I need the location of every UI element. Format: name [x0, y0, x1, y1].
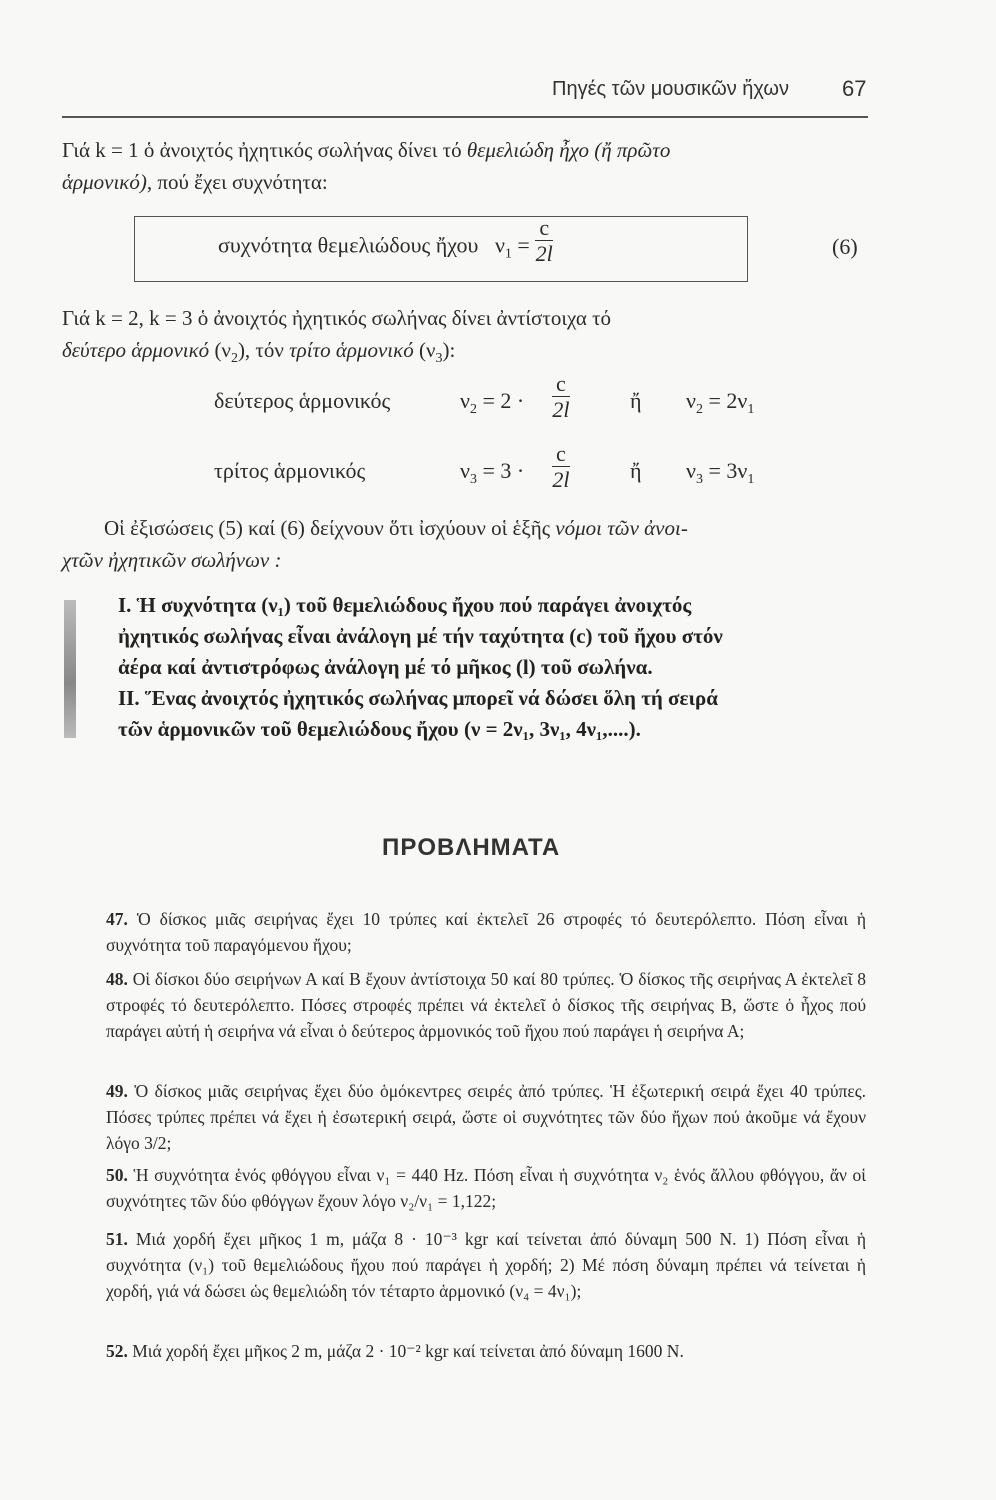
h2-den: 2l — [552, 397, 570, 422]
intro-line-2 — [62, 166, 868, 198]
law-1-line-3: ἀέρα καί ἀντιστρόφως ἀνάλογη μέ τό μῆκος (l) τοῦ σωλήνα. — [118, 655, 653, 679]
h3-factor: 3 — [500, 458, 512, 483]
formula-label: συχνότητα θεμελιώδους ἤχου — [218, 232, 479, 258]
problem-number: 52. — [106, 1341, 128, 1361]
h2-factor: 2 — [500, 388, 512, 413]
equation-number: (6) — [832, 234, 858, 259]
h3-alt-rhs: 3ν — [726, 458, 748, 483]
h3-num: c — [552, 442, 570, 467]
para2-line-1: Γιά k = 2, k = 3 ὁ ἀνοιχτός ἠχητικός σωλήνας δίνει ἀντίστοιχα τό — [62, 306, 612, 330]
law-1-line-1: I. Ἡ συχνότητα (ν₁) τοῦ θεμελιώδους ἤχου πού παράγει ἀνοιχτός — [118, 593, 692, 617]
intro-text-2: , πού ἔχει συχνότητα: — [146, 170, 328, 194]
problem-number: 47. — [106, 909, 128, 929]
page-number: 67 — [842, 76, 867, 101]
header-rule — [62, 116, 868, 118]
formula-lhs-sub: 1 — [504, 246, 512, 262]
problem-47 — [106, 906, 866, 958]
para3-italic: νόμοι τῶν ἀνοι- — [555, 516, 688, 540]
p2-a: (ν — [209, 338, 231, 362]
second-harmonic-formula: $\nu_2 = 2$ · — [460, 388, 525, 417]
laws-margin-bar — [64, 600, 76, 738]
second-harmonic-or: ἤ — [630, 388, 642, 413]
formula-fraction — [535, 216, 553, 267]
intro-paragraph — [62, 134, 868, 198]
para3-text: Οἱ ἐξισώσεις (5) καί (6) δείχνουν ὅτι ἰσχύουν οἱ ἑξῆς — [104, 516, 556, 540]
h3-alt-sub: 3 — [695, 472, 703, 487]
problem-number: 51. — [106, 1229, 128, 1249]
second-harmonic-fraction — [552, 372, 570, 423]
law-2-line-1: II. Ἕνας ἀνοιχτός ἠχητικός σωλήνας μπορεῖ νά δώσει ὅλη τή σειρά — [118, 686, 718, 710]
h3-alt-rhs-sub: 1 — [747, 472, 755, 487]
law-2-line-2: τῶν ἁρμονικῶν τοῦ θεμελιώδους ἤχου (ν = 2ν₁, 3ν₁, 4ν₁,....). — [118, 717, 641, 741]
para2-line-2 — [62, 334, 868, 375]
h2-alt-rhs-sub: 1 — [747, 402, 755, 417]
h2-alt-lhs: ν — [686, 388, 696, 413]
second-harmonic-term: δεύτερο ἁρμονικό — [62, 338, 210, 362]
problem-number: 48. — [106, 969, 128, 989]
intro-italic: θεμελιώδη ἦχο (ἤ πρῶτο — [466, 138, 671, 162]
problem-52 — [106, 1338, 866, 1364]
problem-text: Μιά χορδή ἔχει μῆκος 1 m, μάζα 8 · 10⁻³ kgr καί τείνεται ἀπό δύναμη 500 N. 1) Πόση εἶναι ἡ συχνότητα (ν₁) τοῦ θεμελιώδους ἤχου πού παράγει ἡ χορδή; 2) Μέ πόση δύναμη πρέπει νά τείνεται ἡ χορδή, γιά νά δώσει ὡς θεμελιώδη τόν τέταρτο ἁρμονικό (ν₄ = 4ν₁); — [106, 1229, 867, 1301]
h2-num: c — [552, 372, 570, 397]
problem-49 — [106, 1078, 866, 1156]
third-harmonic-or: ἤ — [630, 458, 642, 483]
law-1-line-2: ἠχητικός σωλήνας εἶναι ἀνάλογη μέ τήν ταχύτητα (c) τοῦ ἤχου στόν — [118, 624, 723, 648]
section-title: ΠΡΟΒΛΗΜΑΤΑ — [382, 834, 561, 861]
problem-text: Οἱ δίσκοι δύο σειρήνων Α καί Β ἔχουν ἀντίστοιχα 50 καί 80 τρύπες. Ὁ δίσκος τῆς σειρήνας Α ἐκτελεῖ 8 στροφές τό δευτερόλεπτο. Πόσες στροφές πρέπει νά ἐκτελεῖ ὁ δίσκος τῆς σειρήνας Β, ὥστε ὁ ἦχος πού παράγει αὐτή ἡ σειρήνα νά εἶναι ὁ δεύτερος ἁρμονικός τοῦ ἤχου πού παράγει ἡ σειρήνα Α; — [106, 969, 867, 1041]
h2-sub: 2 — [469, 402, 477, 417]
p2-b: ), τόν — [237, 338, 290, 362]
p2-sub-a: 2 — [230, 351, 238, 366]
harmonics-paragraph — [62, 302, 868, 375]
problem-text: Ὁ δίσκος μιᾶς σειρήνας ἔχει δύο ὁμόκεντρες σειρές ἀπό τρύπες. Ἡ ἐξωτερική σειρά ἔχει 40 τρύπες. Πόσες τρύπες πρέπει νά ἔχει ἡ ἐσωτερική σειρά, ὥστε οἱ συχνότητες τῶν δύο ἤχων πού ἀκοῦμε νά ἔχουν λόγο 3/2; — [106, 1081, 866, 1153]
laws-block — [118, 590, 868, 745]
fraction-denominator: 2l — [535, 241, 553, 266]
h3-den: 2l — [552, 467, 570, 492]
p2-d: ): — [442, 338, 456, 362]
problem-number: 49. — [106, 1081, 128, 1101]
p2-sub-c: 3 — [435, 351, 443, 366]
fraction-numerator: c — [535, 216, 553, 241]
second-harmonic-alt: $\nu_2 = 2\nu_1$ — [686, 388, 755, 417]
p2-c: (ν — [413, 338, 436, 362]
third-harmonic-term: τρίτο ἁρμονικό — [289, 338, 414, 362]
third-harmonic-fraction — [552, 442, 570, 493]
h3-sub: 3 — [469, 472, 477, 487]
para3-line-1 — [104, 512, 868, 544]
problem-48 — [106, 966, 866, 1044]
third-harmonic-formula: $\nu_3 = 3$ · — [460, 458, 525, 487]
h2-alt-sub: 2 — [695, 402, 703, 417]
problem-51 — [106, 1226, 866, 1304]
h2-alt-rhs: 2ν — [726, 388, 748, 413]
second-harmonic-label: δεύτερος ἁρμονικός — [214, 388, 391, 413]
laws-intro-paragraph — [62, 512, 868, 576]
intro-italic-2: ἁρμονικό) — [62, 170, 147, 194]
problem-text: Ὁ δίσκος μιᾶς σειρήνας ἔχει 10 τρύπες καί ἐκτελεῖ 26 στροφές τό δευτερόλεπτο. Πόση εἶναι ἡ συχνότητα τοῦ παραγόμενου ἤχου; — [106, 909, 866, 955]
problem-number: 50. — [106, 1165, 128, 1185]
intro-line-1 — [62, 134, 868, 166]
formula-lhs: ν — [494, 232, 505, 258]
third-harmonic-alt: $\nu_3 = 3\nu_1$ — [686, 458, 755, 487]
h3-lhs: ν — [460, 458, 470, 483]
h3-alt-lhs: ν — [686, 458, 696, 483]
fundamental-formula: συχνότητα θεμελιώδους ἤχου $\nu_1$ = $\frac{c}{2l}$ — [218, 215, 553, 266]
third-harmonic-label: τρίτος ἁρμονικός — [214, 458, 366, 483]
running-header-title: Πηγές τῶν μουσικῶν ἤχων — [552, 78, 789, 100]
problem-text: Ἡ συχνότητα ἑνός φθόγγου εἶναι ν₁ = 440 Hz. Πόση εἶναι ἡ συχνότητα ν₂ ἑνός ἄλλου φθόγγου, ἄν οἱ συχνότητες τῶν δύο φθόγγων ἔχουν λόγο ν₂/ν₁ = 1,122; — [106, 1165, 866, 1211]
h2-lhs: ν — [460, 388, 470, 413]
problem-text: Μιά χορδή ἔχει μῆκος 2 m, μάζα 2 · 10⁻² kgr καί τείνεται ἀπό δύναμη 1600 N. — [132, 1341, 684, 1361]
para3-line-2: χτῶν ἠχητικῶν σωλήνων : — [62, 548, 282, 572]
intro-text: Γιά k = 1 ὁ ἀνοιχτός ἠχητικός σωλήνας δίνει τό — [62, 138, 467, 162]
problem-50 — [106, 1162, 866, 1214]
